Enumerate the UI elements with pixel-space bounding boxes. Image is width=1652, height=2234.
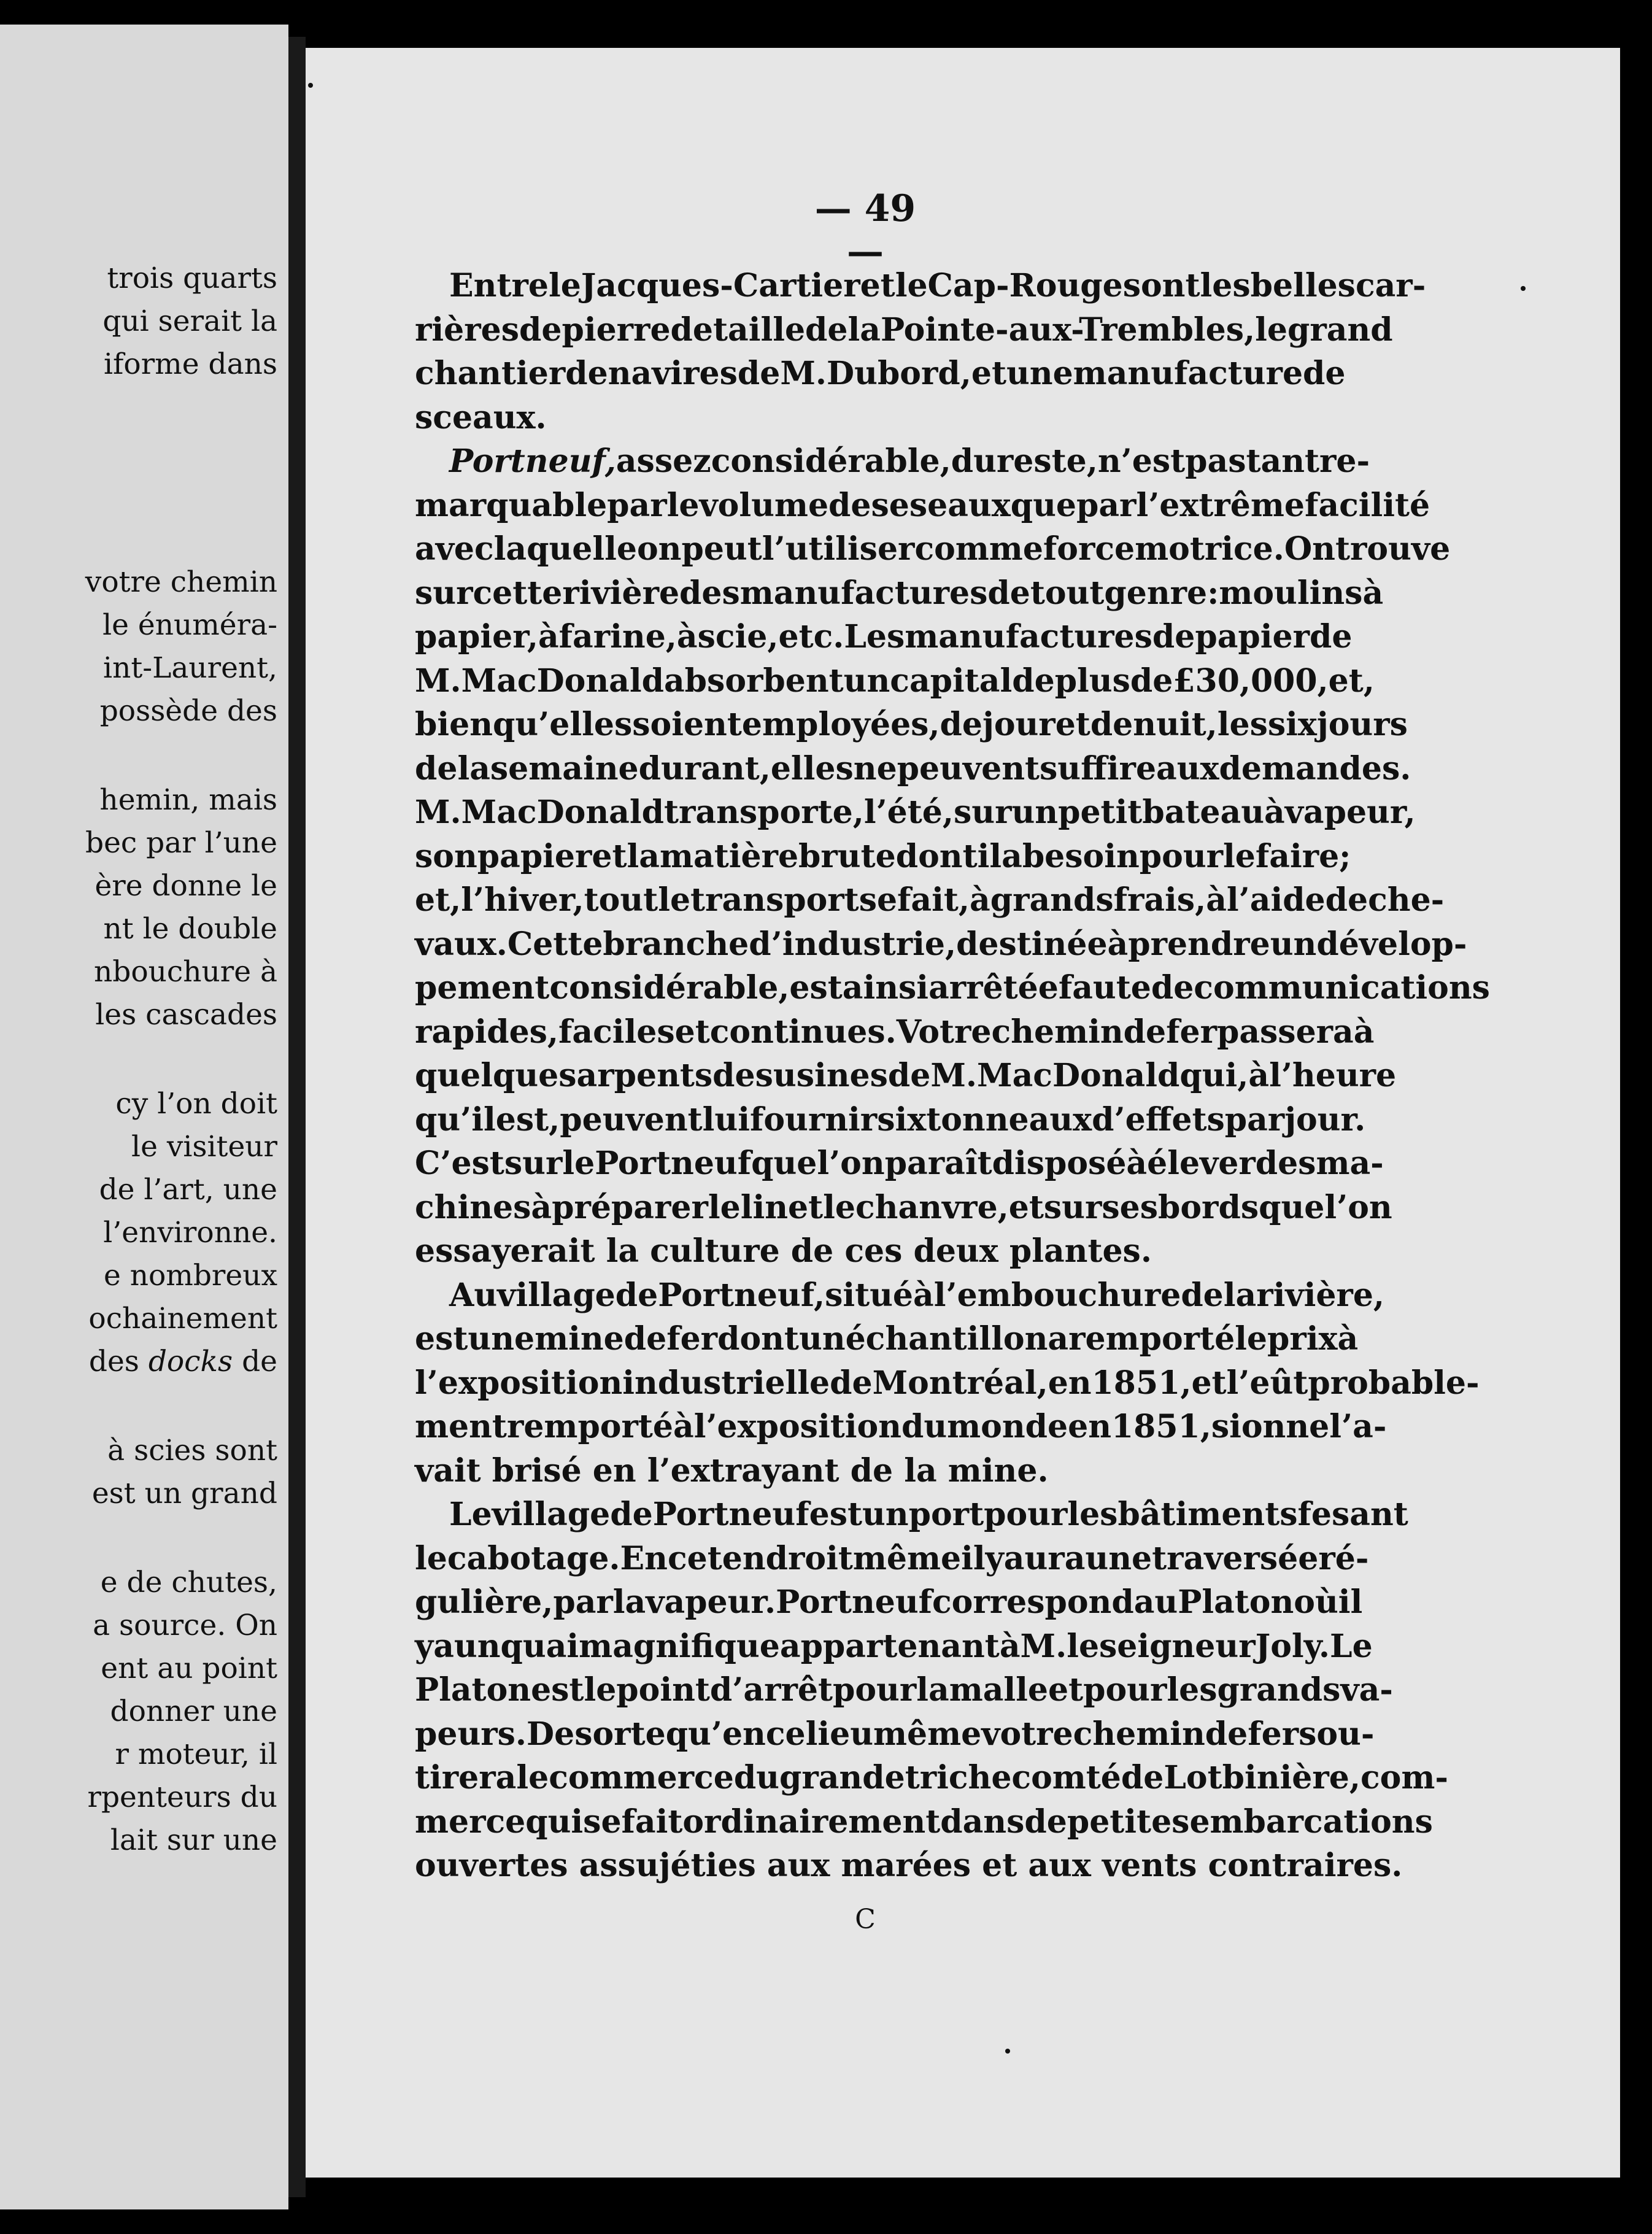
facing-page-line: le énuméra- <box>102 608 277 642</box>
facing-page-line: nbouchure à <box>93 955 277 989</box>
signature-mark: C <box>855 1904 876 1935</box>
facing-page-line: trois quarts <box>107 261 277 295</box>
facing-page-line: nt le double <box>103 912 277 946</box>
text-line: chines à préparer le lin et le chanvre, et sur ses bords que l’on <box>415 1188 1392 1226</box>
facing-page-line: cy l’on doit <box>115 1087 277 1121</box>
facing-page-line: iforme dans <box>103 347 277 381</box>
text-line: Entre le Jacques-Cartier et le Cap-Rouge sont les belles car- <box>449 267 1426 304</box>
text-line: vait brisé en l’extrayant de la mine. <box>415 1451 1049 1490</box>
facing-page-line: bec par l’une <box>85 826 277 860</box>
text-line: est une mine de fer dont un échantillon a remporté le prix à <box>415 1320 1359 1358</box>
facing-page-fragment <box>0 25 288 2209</box>
facing-page-line: des docks de <box>88 1345 277 1378</box>
text-line: Platon est le point d’arrêt pour la malle et pour les grands va- <box>415 1671 1393 1709</box>
facing-page-line: int-Laurent, <box>103 651 277 685</box>
text-line: ouvertes assujéties aux marées et aux vents contraires. <box>415 1847 1403 1884</box>
text-line: tirera le commerce du grand et riche comté de Lotbinière, com- <box>415 1759 1448 1796</box>
text-line: l’exposition industrielle de Montréal, en 1851, et l’eût probable- <box>415 1364 1480 1402</box>
facing-page-line: est un grand <box>91 1477 277 1510</box>
book-gutter <box>288 37 306 2197</box>
facing-page-line: le visiteur <box>131 1130 277 1164</box>
text-line: ment remporté à l’exposition du monde en 1851, si on ne l’a- <box>415 1408 1387 1445</box>
text-line: merce qui se fait ordinairement dans de petites embarcations <box>415 1803 1433 1841</box>
facing-page-line: votre chemin <box>85 565 277 599</box>
text-line: C’est sur le Portneuf que l’on paraît disposé à élever des ma- <box>415 1145 1384 1182</box>
text-line: sceaux. <box>415 398 547 436</box>
facing-page-line: ent au point <box>101 1652 277 1685</box>
body-text <box>415 264 1490 1888</box>
text-line: sur cette rivière des manufactures de tout genre : moulins à <box>415 574 1384 612</box>
speck <box>308 83 313 88</box>
facing-page-line: qui serait la <box>102 304 277 338</box>
text-line: rapides, faciles et continues. Votre chemin de fer passera à <box>415 1013 1375 1051</box>
text-line: peurs. De sorte qu’en ce lieu même votre chemin de fer sou- <box>415 1715 1375 1753</box>
text-line: et, l’hiver, tout le transport se fait, à grands frais, à l’aide de che- <box>415 881 1445 919</box>
text-line: gulière, par la vapeur. Portneuf correspond au Platon où il <box>415 1583 1363 1621</box>
facing-page-line: e de chutes, <box>100 1566 277 1599</box>
text-line: avec laquelle on peut l’utiliser comme force motrice. On trouve <box>415 530 1451 568</box>
text-line: chantier de navires de M. Dubord, et une manufacture de <box>415 355 1346 392</box>
text-line: quelques arpents des usines de M. MacDonald qui, à l’heure <box>415 1057 1397 1094</box>
text-line: vaux. Cette branche d’industrie, destinée à prendre un dévelop- <box>415 925 1467 963</box>
text-line: son papier et la matière brute dont il a besoin pour le faire ; <box>415 837 1351 875</box>
text-line: marquable par le volume de ses eaux que par l’extrême facilité <box>415 486 1430 524</box>
facing-page-line: de l’art, une <box>99 1173 277 1207</box>
facing-page-line: possède des <box>99 694 277 728</box>
text-line: M. MacDonald absorbent un capital de plus de £30,000, et, <box>415 662 1375 700</box>
facing-page-line: hemin, mais <box>99 783 277 817</box>
text-line: de la semaine durant, elles ne peuvent suffire aux demandes. <box>415 749 1411 787</box>
facing-page-line: e nombreux <box>103 1259 277 1293</box>
text-line: qu’il est, peuvent lui fournir six tonneaux d’effets par jour. <box>415 1100 1366 1138</box>
facing-page-line: r moteur, il <box>115 1737 277 1771</box>
text-line: papier, à farine, à scie, etc. Les manufactures de papier de <box>415 618 1353 655</box>
text-line: bien qu’elles soient employées, de jour et de nuit, les six jours <box>415 706 1408 743</box>
speck <box>1005 2049 1010 2054</box>
text-line: le cabotage. En cet endroit même il y aura une traversée ré- <box>415 1539 1369 1577</box>
facing-page-line: les cascades <box>95 998 277 1032</box>
facing-page-line: lait sur une <box>110 1823 277 1857</box>
facing-page-line: à scies sont <box>107 1434 277 1467</box>
facing-page-line: rpenteurs du <box>87 1780 277 1814</box>
text-line: M. MacDonald transporte, l’été, sur un petit bateau à vapeur, <box>415 794 1416 831</box>
text-line: Portneuf, assez considérable, du reste, n’est pas tant re- <box>449 443 1370 480</box>
facing-page-line: donner une <box>110 1695 277 1728</box>
facing-page-line: a source. On <box>93 1609 277 1642</box>
text-line: rières de pierre de taille de la Pointe-aux-Trembles, le grand <box>415 311 1393 349</box>
text-line: y a un quai magnifique appartenant à M. le seigneur Joly. Le <box>415 1627 1373 1665</box>
facing-page-line: l’environne. <box>103 1216 277 1250</box>
text-line: pement considérable, est ainsi arrêtée faute de communications <box>415 969 1490 1007</box>
text-line: Au village de Portneuf, situé à l’embouchure de la rivière, <box>449 1276 1385 1314</box>
text-line: essayerait la culture de ces deux plantes. <box>415 1232 1152 1270</box>
facing-page-line: ère donne le <box>95 869 277 903</box>
page-number: — 49 — <box>814 187 916 273</box>
facing-page-line: ochainement <box>88 1302 277 1335</box>
speck <box>1521 286 1526 291</box>
text-line: Le village de Portneuf est un port pour les bâtiments fesant <box>449 1496 1408 1533</box>
